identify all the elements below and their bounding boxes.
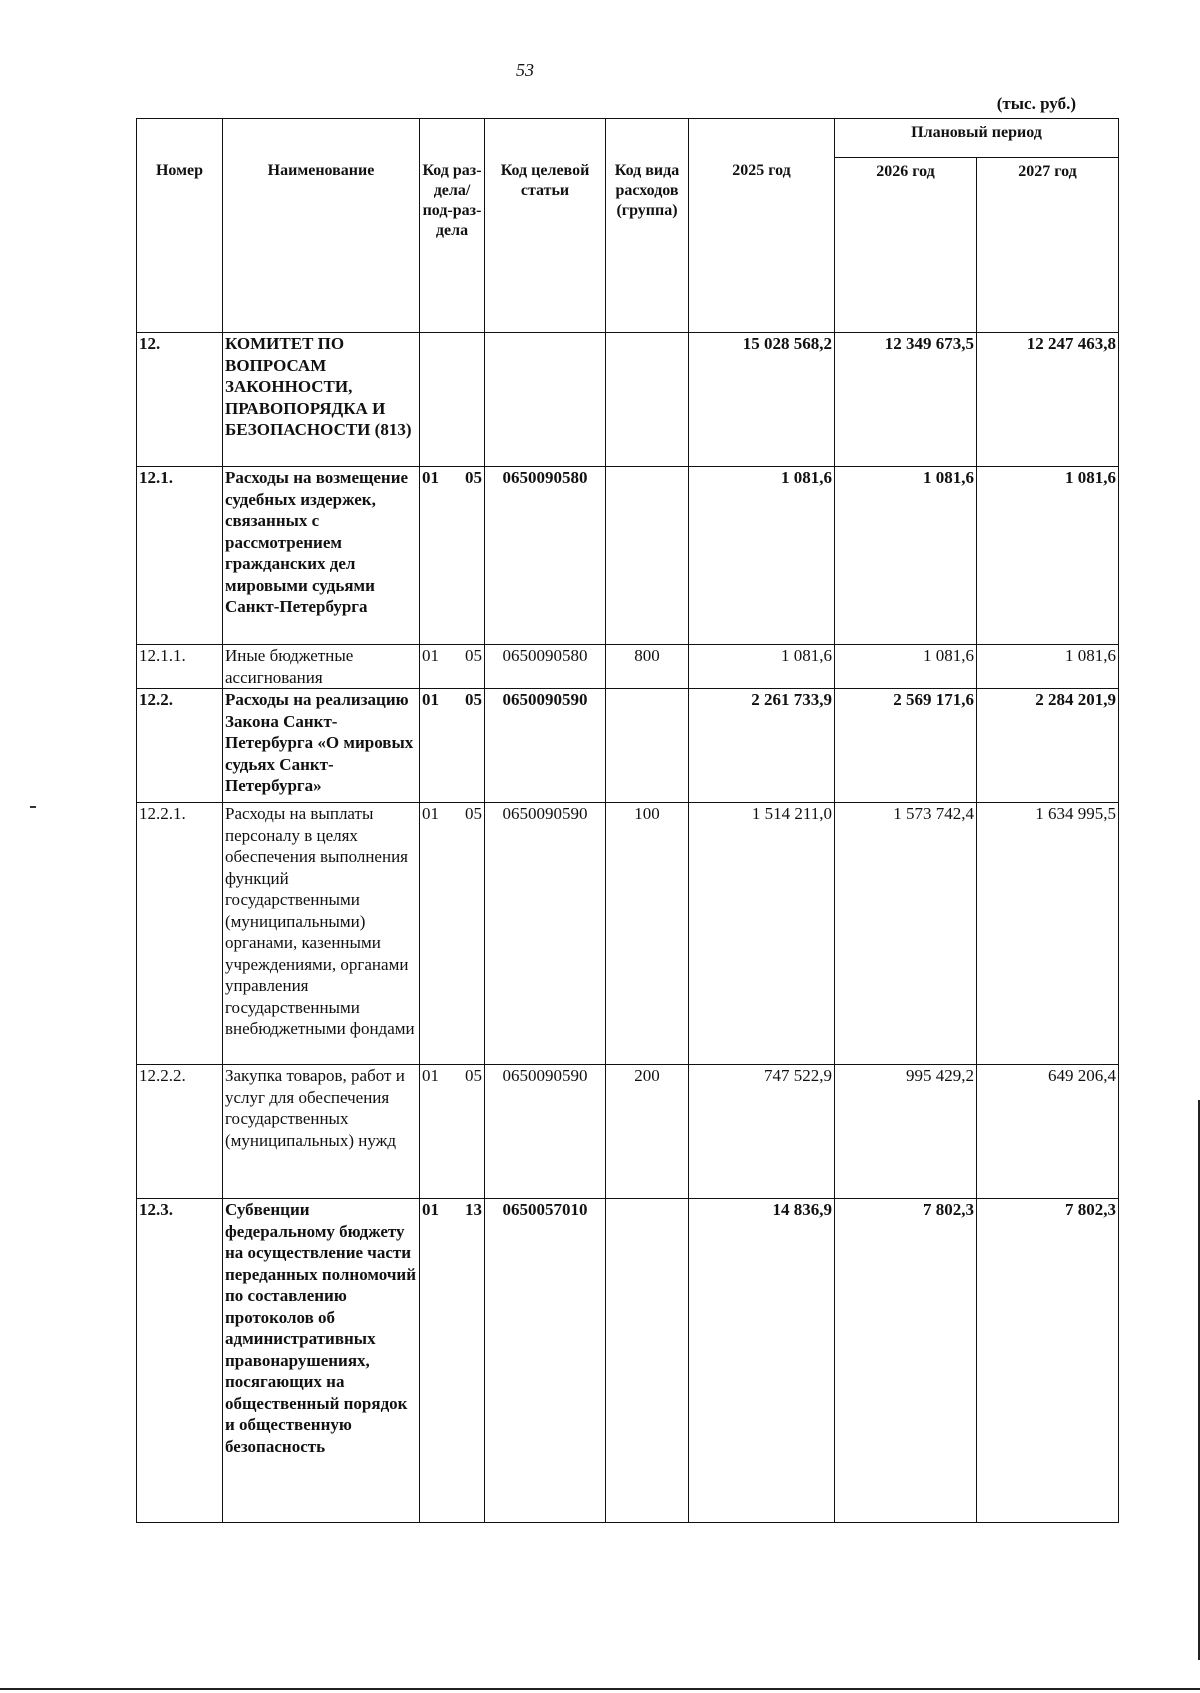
units-label: (тыс. руб.) [996, 94, 1076, 113]
subsection-code: 05 [465, 1066, 482, 1085]
scan-mark [30, 806, 36, 808]
row-amount-2025: 1 081,6 [689, 645, 835, 689]
page-number: 53 [516, 60, 534, 80]
table-body [137, 333, 1119, 1523]
row-number: 12.3. [137, 1199, 223, 1523]
row-target-code: 0650090590 [485, 803, 606, 1065]
section-code: 01 [422, 646, 439, 665]
row-expense-group [606, 689, 689, 803]
subsection-code: 13 [465, 1200, 482, 1219]
row-expense-group [606, 467, 689, 645]
row-amount-2027: 1 634 995,5 [977, 803, 1119, 1065]
table-row [137, 333, 1119, 467]
row-expense-group [606, 333, 689, 467]
header-2025: 2025 год [689, 119, 835, 333]
row-amount-2025: 14 836,9 [689, 1199, 835, 1523]
table-row [137, 1065, 1119, 1199]
table-row [137, 689, 1119, 803]
scan-bottom-edge [0, 1688, 1200, 1690]
row-amount-2027: 2 284 201,9 [977, 689, 1119, 803]
row-section-code [420, 689, 485, 803]
header-row-1 [137, 119, 1119, 158]
section-code: 01 [422, 1200, 439, 1219]
row-section-code [420, 467, 485, 645]
subsection-code: 05 [465, 690, 482, 709]
header-2026: 2026 год [835, 158, 977, 333]
header-2027: 2027 год [977, 158, 1119, 333]
row-name: Субвенции федеральному бюджету на осуществление части переданных полномочий по составлению протоколов об административных правонарушениях, посягающих на общественный порядок и общественную безопасность [223, 1199, 420, 1523]
row-target-code: 0650057010 [485, 1199, 606, 1523]
row-name: Расходы на реализацию Закона Санкт-Петербурга «О мировых судьях Санкт-Петербурга» [223, 689, 420, 803]
row-number: 12. [137, 333, 223, 467]
row-number: 12.2.2. [137, 1065, 223, 1199]
row-target-code: 0650090580 [485, 645, 606, 689]
row-amount-2026: 1 573 742,4 [835, 803, 977, 1065]
row-amount-2025: 1 514 211,0 [689, 803, 835, 1065]
row-amount-2025: 2 261 733,9 [689, 689, 835, 803]
row-amount-2026: 995 429,2 [835, 1065, 977, 1199]
header-name: Наименование [223, 119, 420, 333]
row-amount-2027: 1 081,6 [977, 645, 1119, 689]
row-amount-2026: 1 081,6 [835, 645, 977, 689]
row-expense-group [606, 1199, 689, 1523]
row-name: Закупка товаров, работ и услуг для обеспечения государственных (муниципальных) нужд [223, 1065, 420, 1199]
section-code: 01 [422, 1066, 439, 1085]
header-number: Номер [137, 119, 223, 333]
row-target-code: 0650090590 [485, 689, 606, 803]
row-name: КОМИТЕТ ПО ВОПРОСАМ ЗАКОННОСТИ, ПРАВОПОРЯДКА И БЕЗОПАСНОСТИ (813) [223, 333, 420, 467]
budget-table [136, 118, 1119, 1523]
row-section-code [420, 333, 485, 467]
row-amount-2026: 7 802,3 [835, 1199, 977, 1523]
header-section-code: Код раз-дела/ под-раз-дела [420, 119, 485, 333]
row-target-code [485, 333, 606, 467]
table-row [137, 803, 1119, 1065]
table-row [137, 1199, 1119, 1523]
row-section-code [420, 1199, 485, 1523]
table-row [137, 467, 1119, 645]
row-expense-group: 800 [606, 645, 689, 689]
header-planned-period: Плановый период [835, 119, 1119, 158]
section-code: 01 [422, 690, 439, 709]
row-amount-2026: 12 349 673,5 [835, 333, 977, 467]
row-target-code: 0650090580 [485, 467, 606, 645]
row-expense-group: 200 [606, 1065, 689, 1199]
subsection-code: 05 [465, 468, 482, 487]
row-name: Иные бюджетные ассигнования [223, 645, 420, 689]
header-target-code: Код целевой статьи [485, 119, 606, 333]
subsection-code: 05 [465, 646, 482, 665]
row-section-code [420, 645, 485, 689]
row-section-code [420, 1065, 485, 1199]
row-section-code [420, 803, 485, 1065]
table-row [137, 645, 1119, 689]
row-amount-2026: 1 081,6 [835, 467, 977, 645]
row-number: 12.2. [137, 689, 223, 803]
row-expense-group: 100 [606, 803, 689, 1065]
row-amount-2025: 747 522,9 [689, 1065, 835, 1199]
section-code: 01 [422, 468, 439, 487]
section-code: 01 [422, 804, 439, 823]
row-amount-2025: 1 081,6 [689, 467, 835, 645]
subsection-code: 05 [465, 804, 482, 823]
row-amount-2027: 649 206,4 [977, 1065, 1119, 1199]
header-expense-group: Код вида расходов (группа) [606, 119, 689, 333]
row-number: 12.2.1. [137, 803, 223, 1065]
row-amount-2027: 7 802,3 [977, 1199, 1119, 1523]
row-number: 12.1. [137, 467, 223, 645]
row-name: Расходы на выплаты персоналу в целях обеспечения выполнения функций государственными (муниципальными) органами, казенными учреждениями, органами управления государственными внебюджетными фондами [223, 803, 420, 1065]
row-target-code: 0650090590 [485, 1065, 606, 1199]
row-name: Расходы на возмещение судебных издержек, связанных с рассмотрением гражданских дел мировыми судьями Санкт-Петербурга [223, 467, 420, 645]
row-number: 12.1.1. [137, 645, 223, 689]
row-amount-2027: 1 081,6 [977, 467, 1119, 645]
row-amount-2026: 2 569 171,6 [835, 689, 977, 803]
row-amount-2027: 12 247 463,8 [977, 333, 1119, 467]
row-amount-2025: 15 028 568,2 [689, 333, 835, 467]
